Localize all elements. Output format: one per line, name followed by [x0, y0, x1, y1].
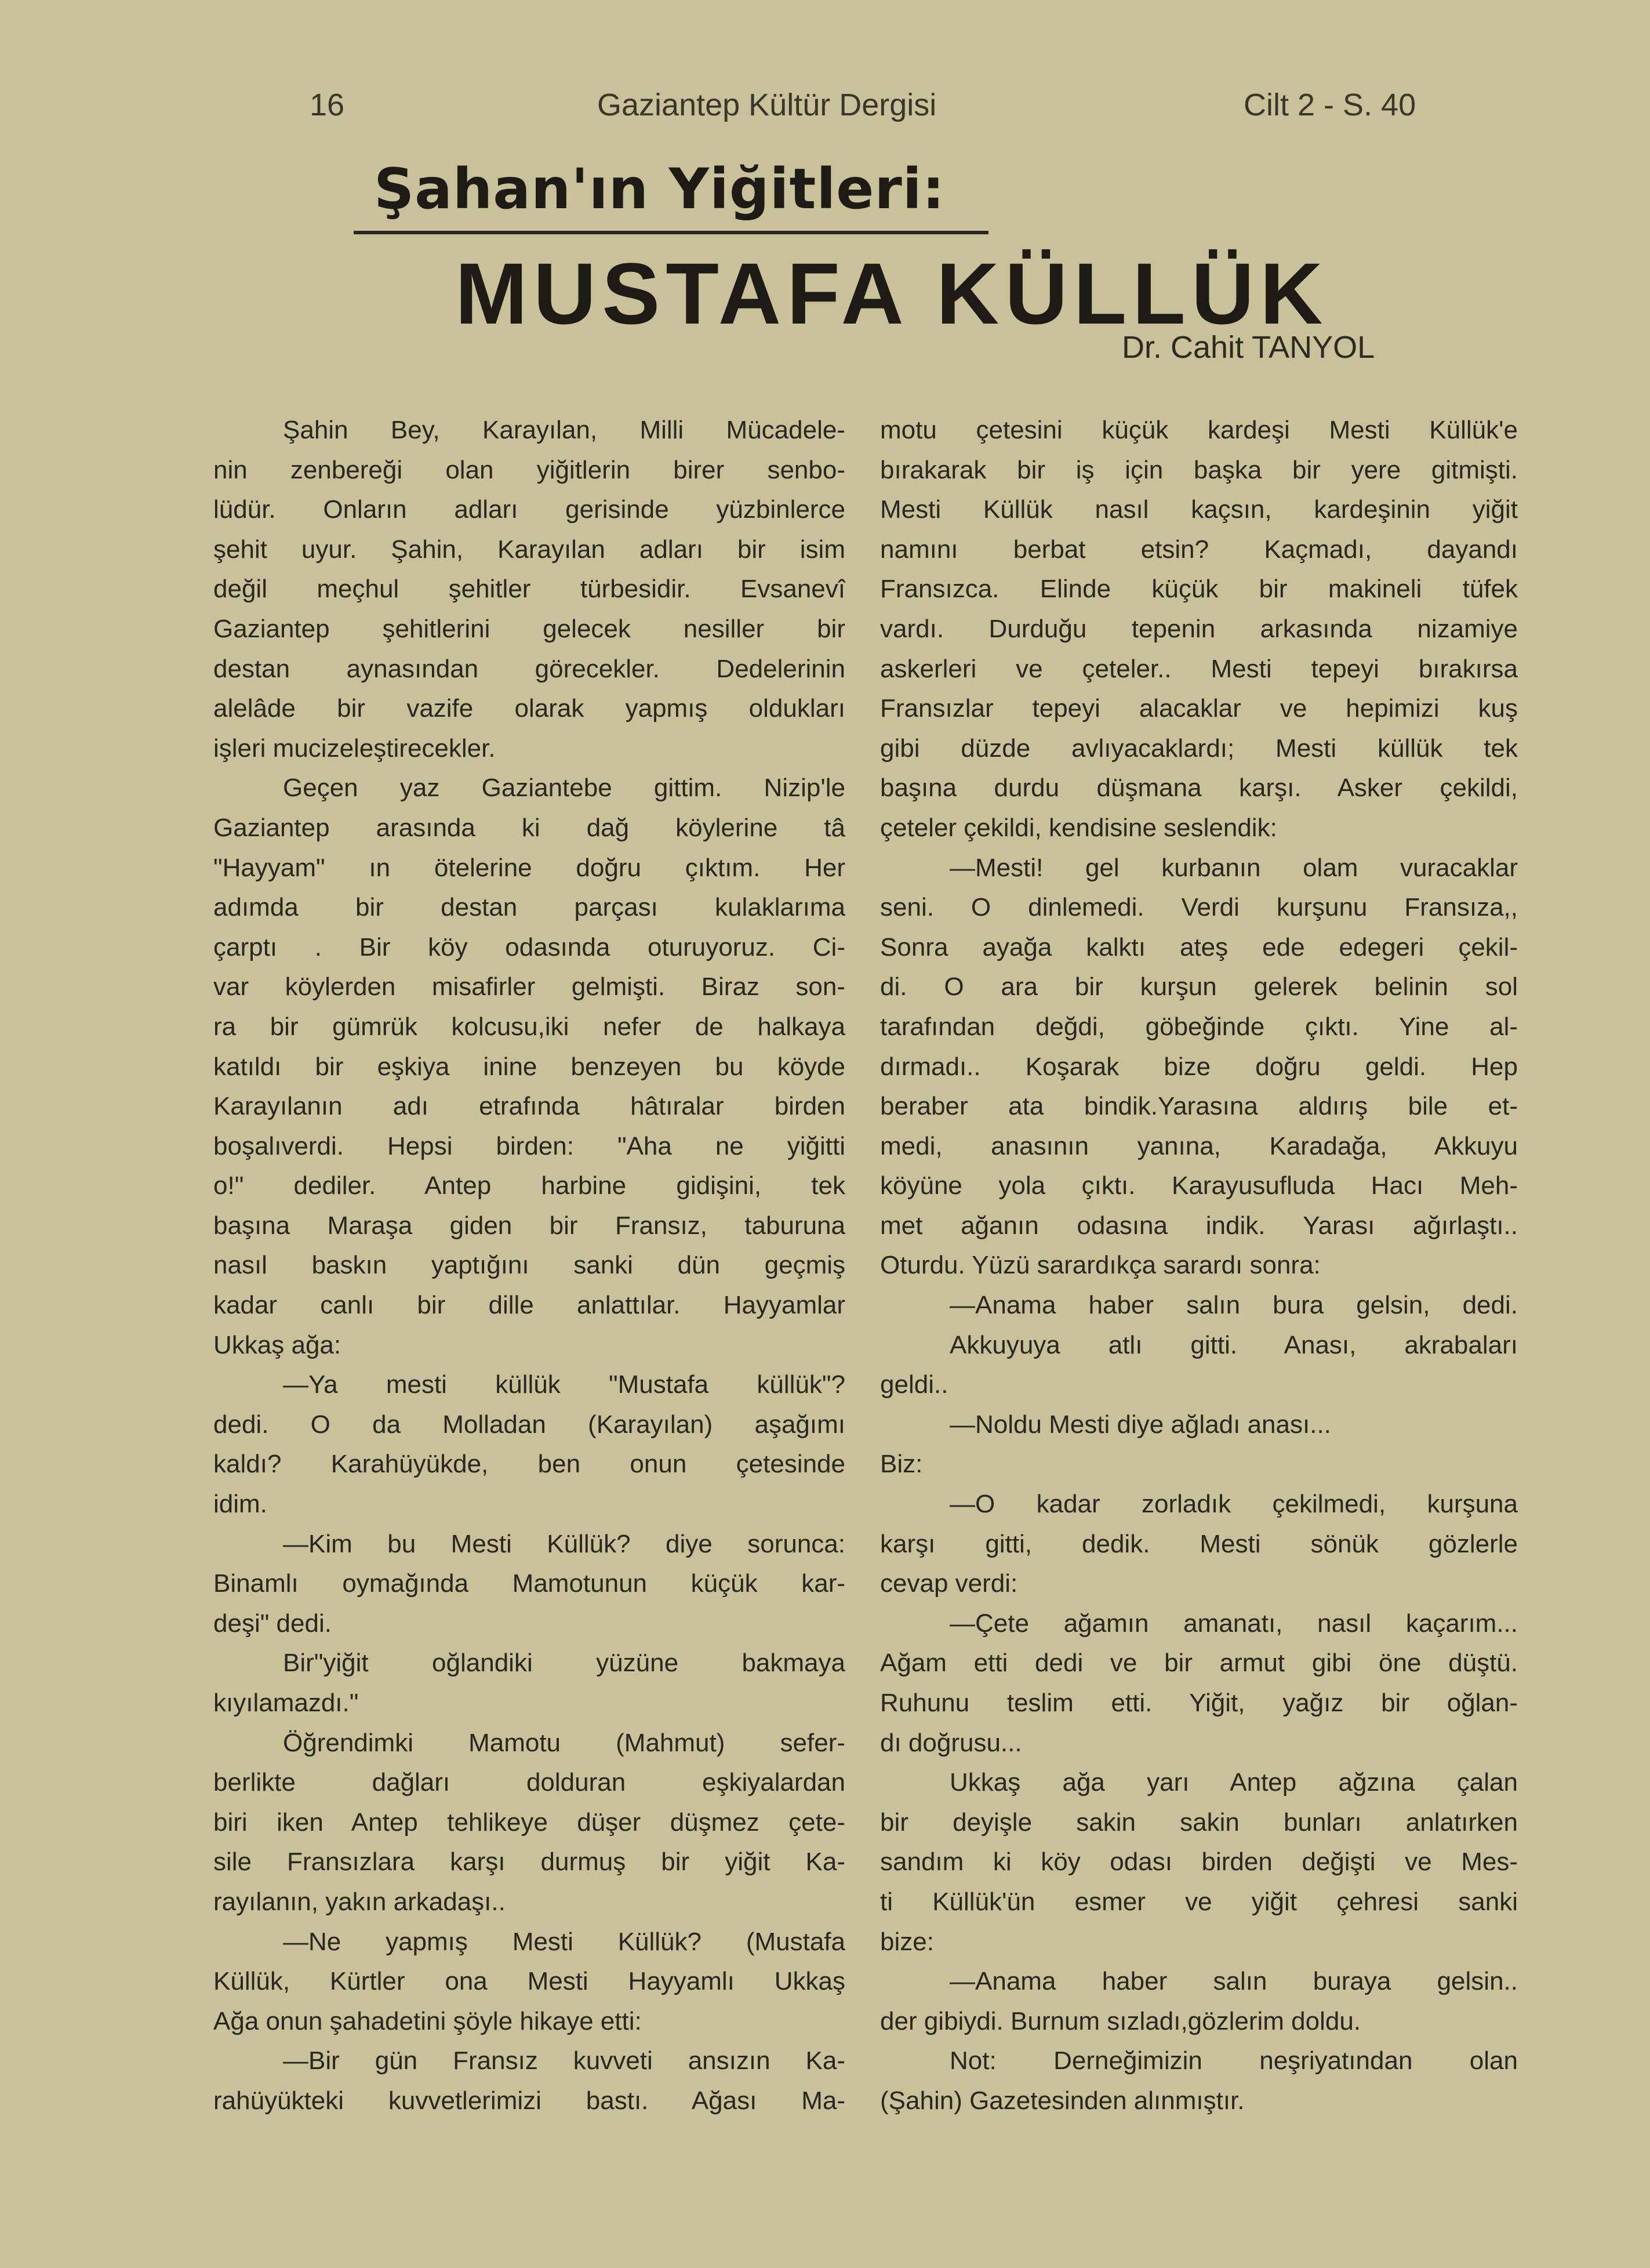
- text-line: Fransızlar tepeyi alacaklar ve hepimizi kuş: [880, 694, 1518, 723]
- text-line: boşalıverdi. Hepsi birden: "Aha ne yiğitti: [213, 1131, 845, 1160]
- text-line: Sonra ayağa kalktı ateş ede edegeri çekil-: [880, 932, 1518, 961]
- text-line: çarptı . Bir köy odasında oturuyoruz. Ci-: [213, 932, 845, 961]
- text-line: (Şahin) Gazetesinden alınmıştır.: [880, 2086, 1245, 2115]
- text-line: —Mesti! gel kurbanın olam vuracaklar: [950, 853, 1518, 882]
- text-line: Şahin Bey, Karayılan, Milli Mücadele-: [283, 416, 845, 444]
- text-line: Ukkaş ağa yarı Antep ağzına çalan: [950, 1768, 1518, 1797]
- text-line: o!" dediler. Antep harbine gidişini, tek: [213, 1171, 845, 1200]
- text-line: seni. O dinlemedi. Verdi kurşunu Fransıza,,: [880, 893, 1518, 922]
- text-line: lüdür. Onların adları gerisinde yüzbinlerce: [213, 495, 845, 524]
- text-line: met ağanın odasına indik. Yarası ağırlaştı..: [880, 1211, 1518, 1240]
- text-line: ti Küllük'ün esmer ve yiğit çehresi sanki: [880, 1887, 1518, 1916]
- text-line: Öğrendimki Mamotu (Mahmut) sefer-: [283, 1728, 845, 1757]
- text-line: işleri mucizeleştirecekler.: [213, 734, 496, 763]
- text-line: kadar canlı bir dille anlattılar. Hayyamlar: [213, 1291, 845, 1320]
- issue-number: Cilt 2 - S. 40: [1244, 88, 1416, 122]
- series-title: Şahan'ın Yiğitleri:: [374, 157, 946, 222]
- text-line: Küllük, Kürtler ona Mesti Hayyamlı Ukkaş: [213, 1967, 845, 1996]
- text-line: rahüyükteki kuvvetlerimizi bastı. Ağası Ma-: [213, 2086, 845, 2115]
- article-title: MUSTAFA KÜLLÜK: [455, 245, 1329, 342]
- text-line: Ukkaş ağa:: [213, 1330, 341, 1359]
- text-line: var köylerden misafirler gelmişti. Biraz son-: [213, 972, 845, 1001]
- text-line: Gaziantep arasında ki dağ köylerine tâ: [213, 813, 845, 842]
- text-line: başına durdu düşmana karşı. Asker çekildi,: [880, 774, 1518, 803]
- text-line: beraber ata bindik.Yarasına aldırış bile et-: [880, 1092, 1518, 1121]
- text-line: adımda bir destan parçası kulaklarıma: [213, 893, 845, 922]
- text-line: —Ne yapmış Mesti Küllük? (Mustafa: [283, 1927, 845, 1956]
- text-line: karşı gitti, dedik. Mesti sönük gözlerle: [880, 1529, 1518, 1558]
- text-line: başına Maraşa giden bir Fransız, taburuna: [213, 1211, 845, 1240]
- text-line: Oturdu. Yüzü sarardıkça sarardı sonra:: [880, 1251, 1321, 1280]
- text-line: Not: Derneğimizin neşriyatından olan: [950, 2046, 1518, 2075]
- text-line: nasıl baskın yaptığını sanki dün geçmiş: [213, 1251, 845, 1280]
- text-line: vardı. Durduğu tepenin arkasında nizamiye: [880, 614, 1518, 643]
- left-column: [213, 411, 845, 2121]
- text-line: değil meçhul şehitler türbesidir. Evsanevî: [213, 575, 845, 604]
- text-line: sile Fransızlara karşı durmuş bir yiğit Ka-: [213, 1848, 845, 1877]
- title-rule: [354, 231, 988, 234]
- author-byline: Dr. Cahit TANYOL: [1122, 330, 1375, 365]
- text-line: idim.: [213, 1490, 267, 1519]
- text-line: dırmadı.. Koşarak bize doğru geldi. Hep: [880, 1052, 1518, 1081]
- text-line: motu çetesini küçük kardeşi Mesti Küllük'e: [880, 416, 1518, 444]
- text-line: Akkuyuya atlı gitti. Anası, akrabaları: [950, 1330, 1518, 1359]
- text-line: —Anama haber salın buraya gelsin..: [950, 1967, 1518, 1996]
- text-line: rayılanın, yakın arkadaşı..: [213, 1887, 506, 1916]
- text-line: di. O ara bir kurşun gelerek belinin sol: [880, 972, 1518, 1001]
- text-line: sandım ki köy odası birden değişti ve Mes-: [880, 1848, 1518, 1877]
- text-line: bırakarak bir iş için başka bir yere gitmişti.: [880, 455, 1518, 484]
- text-line: Mesti Küllük nasıl kaçsın, kardeşinin yiğit: [880, 495, 1518, 524]
- text-line: askerleri ve çeteler.. Mesti tepeyi bırakırsa: [880, 654, 1518, 683]
- text-line: Ruhunu teslim etti. Yiğit, yağız bir oğlan-: [880, 1689, 1518, 1717]
- text-line: —Ya mesti küllük "Mustafa küllük"?: [283, 1370, 845, 1399]
- text-line: biri iken Antep tehlikeye düşer düşmez çete-: [213, 1808, 845, 1837]
- text-line: dı doğrusu...: [880, 1728, 1022, 1757]
- text-line: Fransızca. Elinde küçük bir makineli tüfek: [880, 575, 1518, 604]
- text-line: Karayılanın adı etrafında hâtıralar birden: [213, 1092, 845, 1121]
- text-line: katıldı bir eşkiya inine benzeyen bu köyde: [213, 1052, 845, 1081]
- text-line: gibi düzde avlıyacaklardı; Mesti küllük tek: [880, 734, 1518, 763]
- text-line: alelâde bir vazife olarak yapmış oldukları: [213, 694, 845, 723]
- text-line: ra bir gümrük kolcusu,iki nefer de halkaya: [213, 1012, 845, 1041]
- text-line: bir deyişle sakin sakin bunları anlatırken: [880, 1808, 1518, 1837]
- text-line: destan aynasından görecekler. Dedelerinin: [213, 654, 845, 683]
- text-line: Ağam etti dedi ve bir armut gibi öne düştü.: [880, 1649, 1518, 1678]
- text-line: şehit uyur. Şahin, Karayılan adları bir isim: [213, 535, 845, 564]
- text-line: cevap verdi:: [880, 1569, 1018, 1598]
- text-line: Geçen yaz Gaziantebe gittim. Nizip'le: [283, 774, 845, 803]
- text-line: namını berbat etsin? Kaçmadı, dayandı: [880, 535, 1518, 564]
- text-line: deşi" dedi.: [213, 1609, 332, 1638]
- text-line: nin zenbereği olan yiğitlerin birer senbo-: [213, 455, 845, 484]
- text-line: —Anama haber salın bura gelsin, dedi.: [950, 1291, 1518, 1320]
- text-line: Gaziantep şehitlerini gelecek nesiller bir: [213, 614, 845, 643]
- text-line: geldi..: [880, 1370, 948, 1399]
- text-line: der gibiydi. Burnum sızladı,gözlerim doldu.: [880, 2006, 1361, 2035]
- text-line: medi, anasının yanına, Karadağa, Akkuyu: [880, 1131, 1518, 1160]
- text-line: çeteler çekildi, kendisine seslendik:: [880, 813, 1277, 842]
- text-line: Biz:: [880, 1450, 923, 1479]
- journal-name: Gaziantep Kültür Dergisi: [597, 88, 937, 122]
- right-column: [880, 411, 1518, 2121]
- text-line: tarafından değdi, göbeğinde çıktı. Yine al-: [880, 1012, 1518, 1041]
- text-line: —O kadar zorladık çekilmedi, kurşuna: [950, 1490, 1518, 1519]
- text-line: Binamlı oymağında Mamotunun küçük kar-: [213, 1569, 845, 1598]
- text-line: "Hayyam" ın ötelerine doğru çıktım. Her: [213, 853, 845, 882]
- text-line: kıyılamazdı.": [213, 1689, 359, 1717]
- text-line: Ağa onun şahadetini şöyle hikaye etti:: [213, 2006, 642, 2035]
- text-line: kaldı? Karahüyükde, ben onun çetesinde: [213, 1450, 845, 1479]
- text-line: berlikte dağları dolduran eşkiyalardan: [213, 1768, 845, 1797]
- text-line: —Noldu Mesti diye ağladı anası...: [950, 1410, 1331, 1439]
- text-line: —Çete ağamın amanatı, nasıl kaçarım...: [950, 1609, 1518, 1638]
- text-line: Bir"yiğit oğlandiki yüzüne bakmaya: [283, 1649, 845, 1678]
- page-number: 16: [310, 88, 345, 122]
- text-line: dedi. O da Molladan (Karayılan) aşağımı: [213, 1410, 845, 1439]
- text-line: köyüne yola çıktı. Karayusufluda Hacı Meh-: [880, 1171, 1518, 1200]
- text-line: —Bir gün Fransız kuvveti ansızın Ka-: [283, 2046, 845, 2075]
- text-line: —Kim bu Mesti Küllük? diye sorunca:: [283, 1529, 845, 1558]
- text-line: bize:: [880, 1927, 934, 1956]
